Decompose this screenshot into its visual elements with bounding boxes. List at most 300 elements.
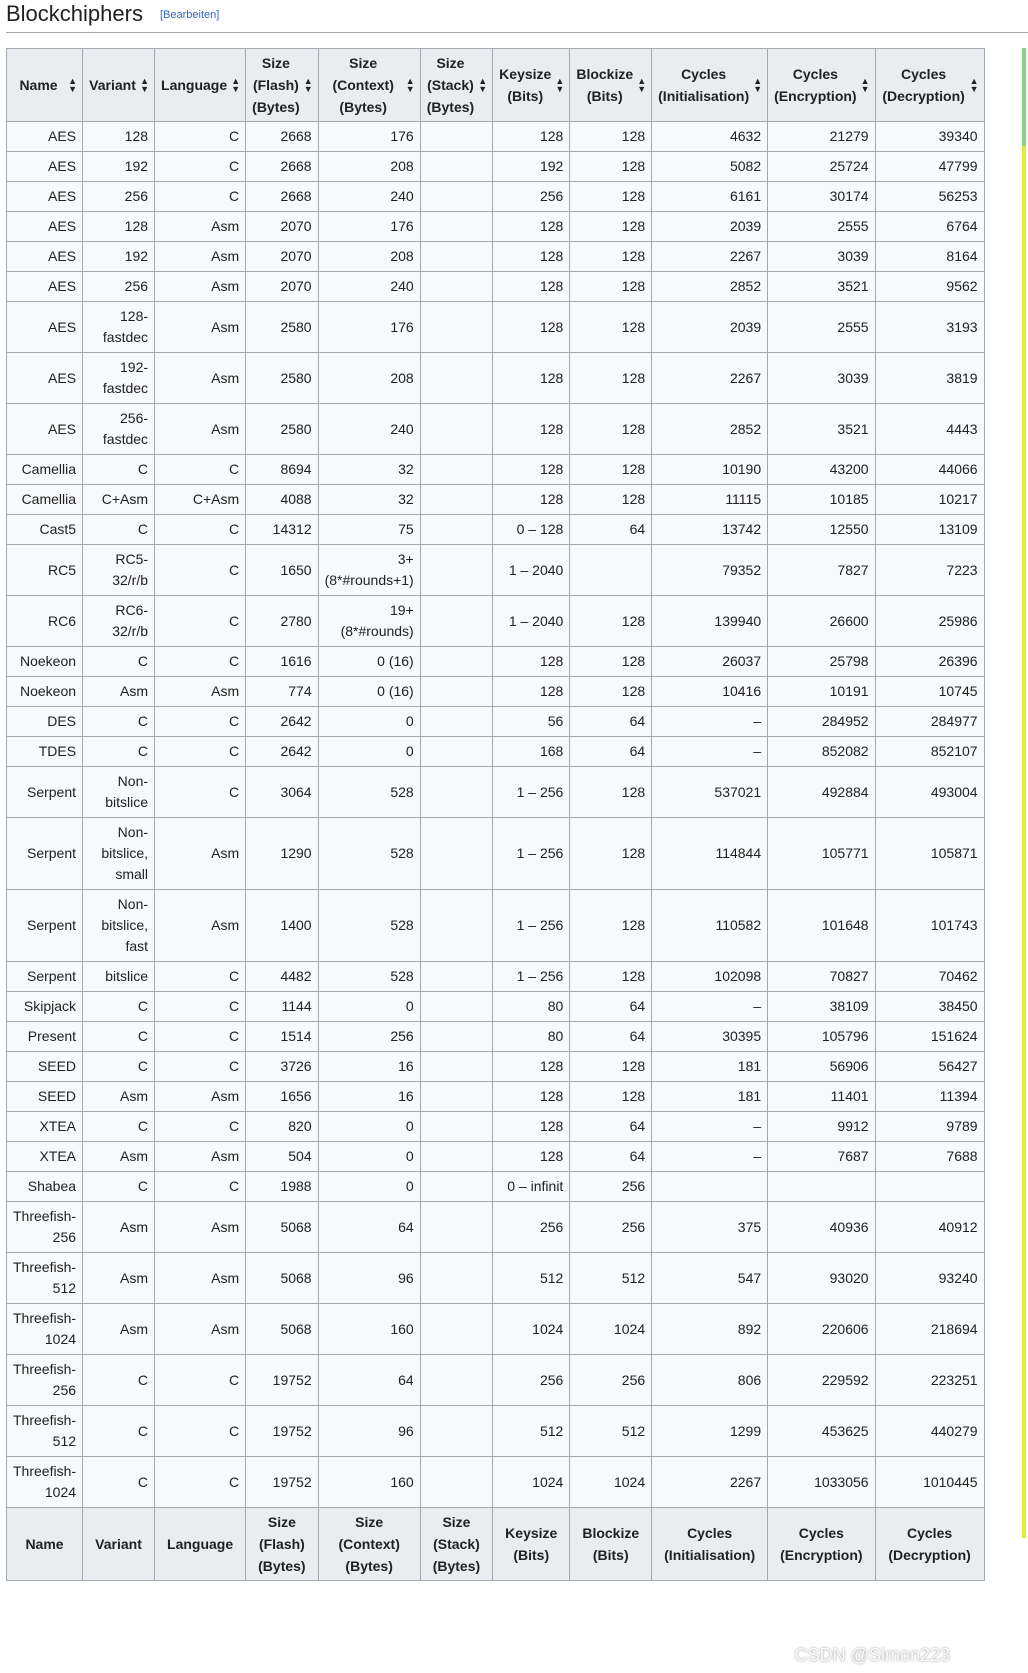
table-cell: 256 <box>570 1202 652 1253</box>
column-header[interactable] <box>768 49 875 122</box>
table-cell: 547 <box>652 1253 768 1304</box>
table-cell: 2580 <box>246 353 318 404</box>
table-cell: 256 <box>493 1202 570 1253</box>
column-header-label: Variant <box>89 77 136 93</box>
table-row <box>7 1022 985 1052</box>
table-cell: 128 <box>570 152 652 182</box>
table-cell: 70462 <box>875 962 984 992</box>
table-cell: – <box>652 737 768 767</box>
table-cell: 38450 <box>875 992 984 1022</box>
table-cell: 6764 <box>875 212 984 242</box>
table-cell: 128 <box>570 182 652 212</box>
table-cell: 102098 <box>652 962 768 992</box>
table-cell: 192 <box>493 152 570 182</box>
sort-arrows-icon[interactable]: ▲ ▼ <box>478 76 488 94</box>
table-cell: 105871 <box>875 818 984 890</box>
table-cell: 13109 <box>875 515 984 545</box>
table-cell: C <box>83 647 155 677</box>
table-cell: 0 – infinit <box>493 1172 570 1202</box>
table-cell: 32 <box>318 455 420 485</box>
table-cell: 218694 <box>875 1304 984 1355</box>
table-cell: 2668 <box>246 182 318 212</box>
edit-link[interactable] <box>160 9 219 21</box>
table-cell: Asm <box>155 353 246 404</box>
table-cell: 151624 <box>875 1022 984 1052</box>
table-cell: Shabea <box>7 1172 83 1202</box>
table-cell: Asm <box>155 404 246 455</box>
footer-column-header: Language <box>155 1508 246 1581</box>
table-cell: 160 <box>318 1304 420 1355</box>
table-cell: 2070 <box>246 212 318 242</box>
table-cell: 2642 <box>246 707 318 737</box>
table-cell: 2555 <box>768 302 875 353</box>
table-cell <box>420 737 492 767</box>
table-row <box>7 1172 985 1202</box>
table-cell: 192-fastdec <box>83 353 155 404</box>
table-cell: 19+ (8*#rounds) <box>318 596 420 647</box>
table-cell: 64 <box>570 515 652 545</box>
table-cell: C <box>83 1022 155 1052</box>
table-cell: 4632 <box>652 122 768 152</box>
table-cell: 93020 <box>768 1253 875 1304</box>
table-cell: RC5 <box>7 545 83 596</box>
table-row <box>7 515 985 545</box>
table-cell: C <box>155 1052 246 1082</box>
table-cell: 8694 <box>246 455 318 485</box>
table-cell: C <box>155 1457 246 1508</box>
table-cell: 176 <box>318 212 420 242</box>
column-header[interactable] <box>875 49 984 122</box>
table-cell <box>420 404 492 455</box>
footer-column-header: Cycles (Initialisation) <box>652 1508 768 1581</box>
column-header[interactable] <box>318 49 420 122</box>
sort-arrows-icon[interactable]: ▲ ▼ <box>140 76 150 94</box>
table-cell: 1144 <box>246 992 318 1022</box>
table-cell: 220606 <box>768 1304 875 1355</box>
table-cell: C <box>83 737 155 767</box>
table-cell: 2039 <box>652 302 768 353</box>
table-cell: 9562 <box>875 272 984 302</box>
table-cell: 1400 <box>246 890 318 962</box>
table-cell: 39340 <box>875 122 984 152</box>
table-cell: 528 <box>318 767 420 818</box>
table-cell: Threefish-512 <box>7 1253 83 1304</box>
table-cell: 128 <box>570 1052 652 1082</box>
table-cell: Asm <box>83 1202 155 1253</box>
table-cell: 240 <box>318 272 420 302</box>
table-cell: 0 <box>318 737 420 767</box>
table-cell: Asm <box>83 1304 155 1355</box>
table-row <box>7 1202 985 1253</box>
table-cell <box>420 1457 492 1508</box>
table-cell: C <box>155 767 246 818</box>
table-cell: C <box>83 1406 155 1457</box>
table-cell: Asm <box>155 1253 246 1304</box>
table-row <box>7 707 985 737</box>
table-cell: 56906 <box>768 1052 875 1082</box>
table-cell: 10185 <box>768 485 875 515</box>
table-row <box>7 545 985 596</box>
table-cell: Threefish-512 <box>7 1406 83 1457</box>
table-row <box>7 182 985 212</box>
table-cell: 16 <box>318 1082 420 1112</box>
sort-arrows-icon[interactable]: ▲ ▼ <box>860 76 870 94</box>
table-cell: 3039 <box>768 353 875 404</box>
table-cell: 96 <box>318 1406 420 1457</box>
table-cell: 6161 <box>652 182 768 212</box>
table-cell: 223251 <box>875 1355 984 1406</box>
column-header-label: Cycles (Decryption) <box>882 66 965 104</box>
table-cell <box>420 992 492 1022</box>
table-cell: 1299 <box>652 1406 768 1457</box>
table-cell: 13742 <box>652 515 768 545</box>
table-cell: 2780 <box>246 596 318 647</box>
column-header-label: Language <box>161 77 228 93</box>
table-cell: Asm <box>155 242 246 272</box>
table-row <box>7 353 985 404</box>
table-cell: 256 <box>493 182 570 212</box>
table-cell: 9789 <box>875 1112 984 1142</box>
table-cell: 512 <box>570 1406 652 1457</box>
sort-arrows-icon[interactable]: ▲ ▼ <box>753 76 763 94</box>
table-cell: C <box>155 515 246 545</box>
table-cell: Asm <box>83 677 155 707</box>
table-cell: 1650 <box>246 545 318 596</box>
table-cell: 110582 <box>652 890 768 962</box>
table-cell: 1 – 2040 <box>493 545 570 596</box>
footer-column-header: Size (Stack) (Bytes) <box>420 1508 492 1581</box>
table-cell: Present <box>7 1022 83 1052</box>
table-cell: 512 <box>570 1253 652 1304</box>
table-cell <box>420 677 492 707</box>
table-cell: 1 – 256 <box>493 962 570 992</box>
table-cell: 128 <box>493 1142 570 1172</box>
table-cell: 493004 <box>875 767 984 818</box>
table-cell: C <box>155 992 246 1022</box>
table-cell <box>420 1022 492 1052</box>
column-header[interactable] <box>493 49 570 122</box>
sort-arrows-icon[interactable]: ▲ ▼ <box>303 76 313 94</box>
table-cell: 26600 <box>768 596 875 647</box>
table-cell: Skipjack <box>7 992 83 1022</box>
table-cell: C <box>83 515 155 545</box>
table-cell: C <box>155 1112 246 1142</box>
table-cell: 1656 <box>246 1082 318 1112</box>
table-cell: 128 <box>570 596 652 647</box>
table-cell: RC6 <box>7 596 83 647</box>
table-cell: 256 <box>318 1022 420 1052</box>
table-cell: AES <box>7 122 83 152</box>
column-header[interactable] <box>83 49 155 122</box>
table-cell: 19752 <box>246 1457 318 1508</box>
table-row <box>7 596 985 647</box>
table-cell: 3039 <box>768 242 875 272</box>
table-cell <box>420 1052 492 1082</box>
table-cell: 64 <box>570 992 652 1022</box>
table-cell: 2070 <box>246 272 318 302</box>
sort-arrows-icon[interactable]: ▲ ▼ <box>969 76 979 94</box>
table-cell: 2668 <box>246 152 318 182</box>
table-cell: bitslice <box>83 962 155 992</box>
table-cell: 208 <box>318 242 420 272</box>
table-cell: Asm <box>155 1082 246 1112</box>
table-cell: 19752 <box>246 1406 318 1457</box>
table-cell: 256 <box>570 1172 652 1202</box>
column-header-label: Blockize (Bits) <box>576 66 634 104</box>
table-cell: 128 <box>570 677 652 707</box>
table-row <box>7 677 985 707</box>
table-row <box>7 1082 985 1112</box>
column-header[interactable] <box>652 49 768 122</box>
table-row <box>7 767 985 818</box>
table-cell: 192 <box>83 152 155 182</box>
table-cell: 806 <box>652 1355 768 1406</box>
section-title: Blockchiphers <box>6 1 143 26</box>
table-cell: 375 <box>652 1202 768 1253</box>
table-cell: 10190 <box>652 455 768 485</box>
table-header <box>7 49 985 122</box>
table-row <box>7 992 985 1022</box>
table-cell: 1988 <box>246 1172 318 1202</box>
table-cell: C <box>155 1355 246 1406</box>
table-cell: C <box>83 1052 155 1082</box>
table-cell: AES <box>7 353 83 404</box>
table-row <box>7 890 985 962</box>
table-cell: 3819 <box>875 353 984 404</box>
table-cell: 47799 <box>875 152 984 182</box>
table-cell: C+Asm <box>83 485 155 515</box>
table-cell: 128 <box>570 647 652 677</box>
table-row <box>7 455 985 485</box>
table-cell <box>420 515 492 545</box>
table-cell: 25986 <box>875 596 984 647</box>
table-row <box>7 302 985 353</box>
table-cell: 5068 <box>246 1253 318 1304</box>
table-cell: 2070 <box>246 242 318 272</box>
table-cell: 56427 <box>875 1052 984 1082</box>
table-cell: 852107 <box>875 737 984 767</box>
table-cell: 1024 <box>570 1304 652 1355</box>
table-cell: Serpent <box>7 767 83 818</box>
edit-link-anchor[interactable]: [Bearbeiten] <box>160 9 220 21</box>
table-cell: SEED <box>7 1082 83 1112</box>
table-cell: 528 <box>318 890 420 962</box>
table-cell: Noekeon <box>7 677 83 707</box>
table-cell: 16 <box>318 1052 420 1082</box>
table-cell: 128 <box>570 818 652 890</box>
table-cell: 10217 <box>875 485 984 515</box>
table-cell <box>420 152 492 182</box>
table-cell <box>420 1202 492 1253</box>
table-cell: Serpent <box>7 962 83 992</box>
table-cell: 1514 <box>246 1022 318 1052</box>
table-cell: 11401 <box>768 1082 875 1112</box>
table-cell: 38109 <box>768 992 875 1022</box>
table-cell: RC5-32/r/b <box>83 545 155 596</box>
table-cell: 32 <box>318 485 420 515</box>
table-cell: 453625 <box>768 1406 875 1457</box>
table-row <box>7 1112 985 1142</box>
table-cell <box>420 353 492 404</box>
column-header[interactable] <box>420 49 492 122</box>
table-cell: 128 <box>570 455 652 485</box>
table-cell: 537021 <box>652 767 768 818</box>
column-header-label: Size (Flash) (Bytes) <box>252 55 300 115</box>
table-cell: 25724 <box>768 152 875 182</box>
table-cell <box>420 1406 492 1457</box>
table-cell: Asm <box>155 212 246 242</box>
sort-arrows-icon[interactable]: ▲ ▼ <box>231 76 241 94</box>
table-cell: 128 <box>493 647 570 677</box>
table-cell <box>420 182 492 212</box>
table-cell: 64 <box>570 1142 652 1172</box>
table-cell: 176 <box>318 302 420 353</box>
table-cell: 256 <box>83 182 155 212</box>
footer-column-header: Cycles (Decryption) <box>875 1508 984 1581</box>
table-cell: 1024 <box>493 1304 570 1355</box>
table-body <box>7 122 985 1508</box>
table-cell: TDES <box>7 737 83 767</box>
table-cell: 256 <box>493 1355 570 1406</box>
table-cell: 512 <box>493 1406 570 1457</box>
table-cell <box>420 1304 492 1355</box>
table-cell: 128 <box>493 455 570 485</box>
table-cell: 128 <box>570 212 652 242</box>
table-cell: Threefish-256 <box>7 1202 83 1253</box>
table-cell <box>875 1172 984 1202</box>
table-cell: 2267 <box>652 353 768 404</box>
table-cell <box>420 1355 492 1406</box>
table-row <box>7 485 985 515</box>
table-cell: 101648 <box>768 890 875 962</box>
column-header[interactable] <box>570 49 652 122</box>
table-row <box>7 1052 985 1082</box>
table-cell: Asm <box>155 1304 246 1355</box>
table-cell: 0 <box>318 1142 420 1172</box>
table-cell: 10745 <box>875 677 984 707</box>
table-cell: AES <box>7 212 83 242</box>
sort-arrows-icon[interactable]: ▲ ▼ <box>405 76 415 94</box>
column-header[interactable] <box>155 49 246 122</box>
table-cell: 25798 <box>768 647 875 677</box>
table-cell: 492884 <box>768 767 875 818</box>
table-cell <box>420 242 492 272</box>
table-row <box>7 737 985 767</box>
table-cell: 240 <box>318 404 420 455</box>
footer-column-header: Blockize (Bits) <box>570 1508 652 1581</box>
table-cell: 43200 <box>768 455 875 485</box>
column-header-label: Cycles (Initialisation) <box>658 66 750 104</box>
table-cell: Asm <box>155 302 246 353</box>
footer-column-header: Name <box>7 1508 83 1581</box>
table-cell: C <box>83 1172 155 1202</box>
table-cell <box>768 1172 875 1202</box>
table-cell: 504 <box>246 1142 318 1172</box>
table-cell: 1 – 256 <box>493 767 570 818</box>
table-cell: 181 <box>652 1052 768 1082</box>
table-row <box>7 152 985 182</box>
table-cell: 2852 <box>652 404 768 455</box>
table-cell: 284977 <box>875 707 984 737</box>
table-cell: 512 <box>493 1253 570 1304</box>
table-cell <box>570 545 652 596</box>
table-cell: XTEA <box>7 1142 83 1172</box>
table-cell: 168 <box>493 737 570 767</box>
table-cell <box>420 485 492 515</box>
table-cell: 0 <box>318 1172 420 1202</box>
table-cell: 128 <box>493 1082 570 1112</box>
sort-arrows-icon[interactable]: ▲ ▼ <box>555 76 565 94</box>
column-header-label: Keysize (Bits) <box>499 66 552 104</box>
accent-bar-green <box>1022 48 1026 146</box>
table-cell: 64 <box>570 1112 652 1142</box>
footer-column-header: Variant <box>83 1508 155 1581</box>
table-cell: 774 <box>246 677 318 707</box>
table-cell: 0 (16) <box>318 647 420 677</box>
table-cell <box>420 122 492 152</box>
sort-arrows-icon[interactable]: ▲ ▼ <box>637 76 647 94</box>
table-cell: 79352 <box>652 545 768 596</box>
footer-column-header: Keysize (Bits) <box>493 1508 570 1581</box>
table-cell: 7223 <box>875 545 984 596</box>
table-cell: 7687 <box>768 1142 875 1172</box>
table-row <box>7 818 985 890</box>
column-header[interactable] <box>246 49 318 122</box>
table-row <box>7 122 985 152</box>
table-cell: 128 <box>570 1082 652 1112</box>
watermark: CSDN @Simon223 <box>794 1645 950 1665</box>
table-cell: Serpent <box>7 890 83 962</box>
table-cell: C <box>155 647 246 677</box>
table-cell <box>420 272 492 302</box>
table-cell: C+Asm <box>155 485 246 515</box>
table-cell: 10191 <box>768 677 875 707</box>
table-cell: Threefish-1024 <box>7 1457 83 1508</box>
table-cell: 1024 <box>570 1457 652 1508</box>
table-cell: Asm <box>155 677 246 707</box>
table-cell: 2267 <box>652 1457 768 1508</box>
table-cell: 128 <box>570 272 652 302</box>
table-cell: C <box>155 1022 246 1052</box>
table-cell: 70827 <box>768 962 875 992</box>
table-cell: 26396 <box>875 647 984 677</box>
table-cell: AES <box>7 182 83 212</box>
table-cell: 128 <box>570 302 652 353</box>
sort-arrows-icon[interactable]: ▲ ▼ <box>68 76 78 94</box>
table-cell: 0 <box>318 992 420 1022</box>
table-cell: 128 <box>493 212 570 242</box>
table-cell: AES <box>7 152 83 182</box>
table-cell: Asm <box>83 1142 155 1172</box>
table-cell: 0 (16) <box>318 677 420 707</box>
table-cell: RC6-32/r/b <box>83 596 155 647</box>
column-header[interactable] <box>7 49 83 122</box>
table-cell: Cast5 <box>7 515 83 545</box>
table-cell: C <box>83 455 155 485</box>
table-cell: 128 <box>493 122 570 152</box>
table-cell: – <box>652 1142 768 1172</box>
table-cell: 14312 <box>246 515 318 545</box>
table-cell: 40912 <box>875 1202 984 1253</box>
table-cell: 229592 <box>768 1355 875 1406</box>
table-cell: AES <box>7 404 83 455</box>
table-cell: C <box>155 707 246 737</box>
table-cell: 440279 <box>875 1406 984 1457</box>
table-cell: C <box>155 962 246 992</box>
table-cell: 3+ (8*#rounds+1) <box>318 545 420 596</box>
footer-column-header: Cycles (Encryption) <box>768 1508 875 1581</box>
table-cell: Asm <box>155 1142 246 1172</box>
